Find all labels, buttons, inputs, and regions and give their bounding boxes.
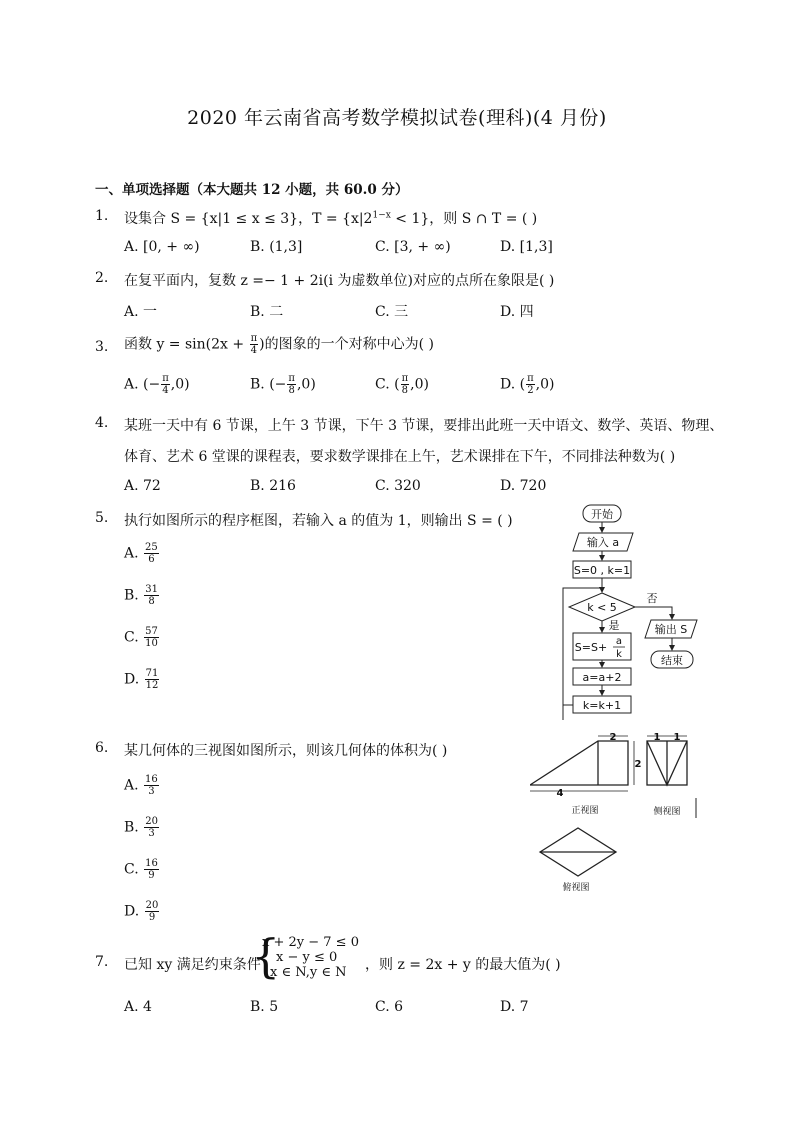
option-d: D. ( $\frac{\pi}{2}$ ,0): [500, 373, 555, 396]
question-6-text: 某几何体的三视图如图所示，则该几何体的体积为( ): [124, 743, 448, 759]
option-c: C. $\frac{16}{9}$: [124, 858, 158, 881]
option-b: B. $\frac{20}{3}$: [124, 816, 158, 839]
flow-assign-den: k: [616, 649, 622, 660]
question-5-text: 执行如图所示的程序框图，若输入 a 的值为 1，则输出 S = ( ): [124, 513, 513, 529]
question-4-line1: 某班一天中有 6 节课，上午 3 节课，下午 3 节课，要排出此班一天中语文、数学、英语、物理、: [124, 418, 724, 434]
front-view-label: 正视图: [571, 806, 599, 816]
constraint-3: x ∈ N,y ∈ N: [270, 965, 347, 980]
option-d: D. [1,3]: [500, 239, 553, 255]
question-1-text: 设集合 S = {x|1 ≤ x ≤ 3}，$T = \{x|2^{1-x} < 1\}$，则 S ∩ T = ( ): [124, 210, 538, 227]
option-b: B. 216: [250, 478, 296, 494]
constraint-1: x + 2y − 7 ≤ 0: [262, 935, 359, 950]
option-b: B. 二: [250, 304, 284, 320]
option-d: D. 四: [500, 304, 534, 320]
option-c: C. 320: [375, 478, 421, 494]
dim-bottom-label: 4: [556, 788, 564, 799]
option-c: C. 三: [375, 304, 409, 320]
flow-end-label: 结束: [661, 654, 683, 667]
constraint-brace: {: [251, 929, 281, 983]
flow-cond-label: k < 5: [587, 601, 617, 614]
question-3-text: 函数 y = sin(2x + $\frac{\pi}{4}$ )的图象的一个对称中心为( ): [124, 333, 434, 356]
option-c: C. 6: [375, 999, 404, 1015]
option-a: A. 一: [124, 304, 158, 320]
option-b: B. (− $\frac{\pi}{8}$ ,0): [250, 373, 316, 396]
option-a: A. 4: [124, 999, 152, 1015]
option-b: B. $\frac{31}{8}$: [124, 584, 158, 607]
page-title: 2020 年云南省高考数学模拟试卷(理科)(4 月份): [187, 107, 607, 129]
flow-no-label: 否: [646, 592, 658, 605]
flow-output-label: 输出 S: [654, 623, 688, 636]
option-a: A. [0, + ∞): [124, 239, 200, 255]
option-d: D. 720: [500, 478, 547, 494]
option-c: C. $\frac{57}{10}$: [124, 626, 158, 649]
side-view-label: 侧视图: [653, 807, 681, 817]
flow-input-label: 输入 a: [586, 536, 620, 549]
dim-right-label: 2: [634, 759, 642, 770]
question-number: 3.: [95, 339, 109, 355]
option-d: D. $\frac{71}{12}$: [124, 668, 159, 691]
dim-side-right-label: 1: [673, 732, 681, 743]
question-7-pre: 已知 xy 满足约束条件: [124, 957, 261, 973]
option-a: A. $\frac{25}{6}$: [124, 542, 158, 565]
flow-yes-label: 是: [608, 619, 620, 632]
option-b: B. 5: [250, 999, 279, 1015]
question-number: 4.: [95, 415, 109, 431]
question-7-post: ，则 z = 2x + y 的最大值为( ): [365, 957, 561, 973]
flow-init-label: S=0 , k=1: [573, 564, 631, 577]
option-d: D. $\frac{20}{9}$: [124, 900, 159, 923]
question-number: 2.: [95, 270, 109, 286]
front-view-shape: [530, 741, 628, 785]
dim-top-label: 2: [609, 732, 617, 743]
flow-start-label: 开始: [591, 508, 613, 521]
flow-assign-label: S=S+: [574, 641, 608, 654]
question-number: 6.: [95, 740, 109, 756]
option-a: A. 72: [124, 478, 161, 494]
three-views-figure: [530, 730, 702, 892]
option-c: C. ( $\frac{\pi}{8}$ ,0): [375, 373, 429, 396]
top-view-label: 俯视图: [562, 883, 590, 892]
flow-assign-num: a: [615, 636, 623, 647]
option-b: B. (1,3]: [250, 239, 303, 255]
question-number: 5.: [95, 510, 109, 526]
section-heading: 一、单项选择题（本大题共 12 小题，共 60.0 分）: [95, 182, 409, 198]
option-a: A. (− $\frac{\pi}{4}$ ,0): [124, 373, 190, 396]
question-4-line2: 体育、艺术 6 堂课的课程表，要求数学课排在上午，艺术课排在下午，不同排法种数为( ): [124, 449, 676, 465]
flow-step-k-label: k=k+1: [582, 699, 622, 712]
constraint-system: [262, 935, 359, 980]
option-c: C. [3, + ∞): [375, 239, 451, 255]
flow-step-a-label: a=a+2: [582, 671, 622, 684]
question-number: 1.: [95, 208, 109, 224]
question-2-text: 在复平面内，复数 z =− 1 + 2i(i 为虚数单位)对应的点所在象限是( ): [124, 273, 555, 289]
option-a: A. $\frac{16}{3}$: [124, 774, 158, 797]
constraint-2: x − y ≤ 0: [276, 950, 338, 965]
option-d: D. 7: [500, 999, 529, 1015]
flowchart-figure: [555, 500, 715, 722]
question-number: 7.: [95, 954, 109, 970]
dim-side-left-label: 1: [653, 732, 661, 743]
